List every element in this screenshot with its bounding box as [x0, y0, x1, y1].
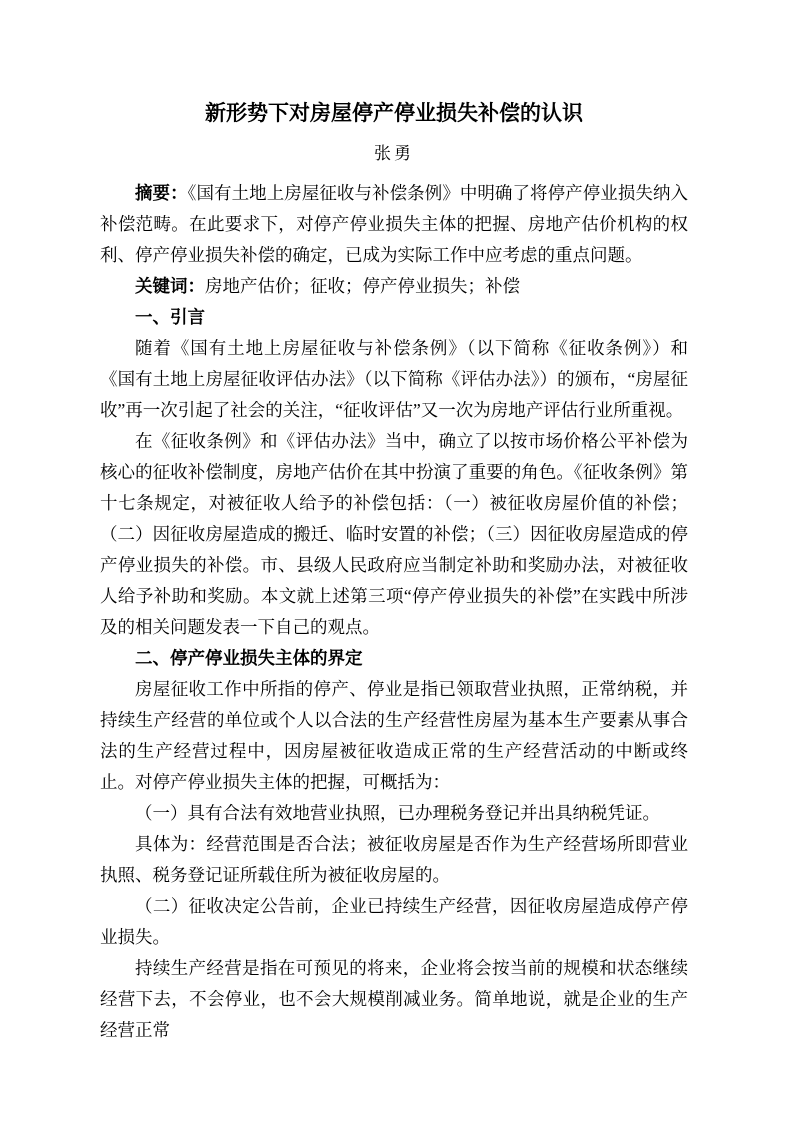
abstract-paragraph — [100, 178, 688, 271]
document-body — [100, 302, 688, 1046]
abstract-text: 《国有土地上房屋征收与补偿条例》中明确了将停产停业损失纳入补偿范畴。在此要求下，对停产停业损失主体的把握、房地产估价机构的权利、停产停业损失补偿的确定，已成为实际工作中应考虑的重点问题。 — [100, 183, 689, 265]
body-paragraph: （一）具有合法有效地营业执照，已办理税务登记并出具纳税凭证。 — [135, 803, 660, 823]
body-paragraph: 具体为：经营范围是否合法；被征收房屋是否作为生产经营场所即营业执照、税务登记证所载住所为被征收房屋的。 — [100, 834, 688, 885]
keywords-text: 房地产估价；征收；停产停业损失；补偿 — [205, 276, 520, 296]
section-heading: 二、停产停业损失主体的界定 — [135, 648, 363, 668]
author-name: 张勇 — [374, 144, 414, 163]
page-title: 新形势下对房屋停产停业损失补偿的认识 — [205, 102, 583, 125]
body-paragraph: 房屋征收工作中所指的停产、停业是指已领取营业执照，正常纳税，并持续生产经营的单位或个人以合法的生产经营性房屋为基本生产要素从事合法的生产经营过程中，因房屋被征收造成正常的生产经营活动的中断或终止。对停产停业损失主体的把握，可概括为： — [100, 679, 688, 792]
body-paragraph: 随着《国有土地上房屋征收与补偿条例》（以下简称《征收条例》）和《国有土地上房屋征收评估办法》（以下简称《评估办法》）的颁布，“房屋征收”再一次引起了社会的关注，“征收评估”又一次为房地产评估行业所重视。 — [100, 338, 688, 420]
abstract-label: 摘要： — [135, 183, 188, 203]
body-paragraph: 持续生产经营是指在可预见的将来，企业将会按当前的规模和状态继续经营下去，不会停业，也不会大规模削减业务。简单地说，就是企业的生产经营正常 — [100, 958, 688, 1040]
body-paragraph: （二）征收决定公告前，企业已持续生产经营，因征收房屋造成停产停业损失。 — [100, 896, 688, 947]
section-heading: 一、引言 — [135, 307, 205, 327]
keywords-label: 关键词： — [135, 276, 205, 296]
keywords-paragraph — [100, 271, 688, 302]
body-paragraph: 在《征收条例》和《评估办法》当中，确立了以按市场价格公平补偿为核心的征收补偿制度，房地产估价在其中扮演了重要的角色。《征收条例》第十七条规定，对被征收人给予的补偿包括：（一）被征收房屋价值的补偿；（二）因征收房屋造成的搬迁、临时安置的补偿；（三）因征收房屋造成的停产停业损失的补偿。市、县级人民政府应当制定补助和奖励办法，对被征收人给予补助和奖励。本文就上述第三项“停产停业损失的补偿”在实践中所涉及的相关问题发表一下自己的观点。 — [100, 431, 688, 637]
